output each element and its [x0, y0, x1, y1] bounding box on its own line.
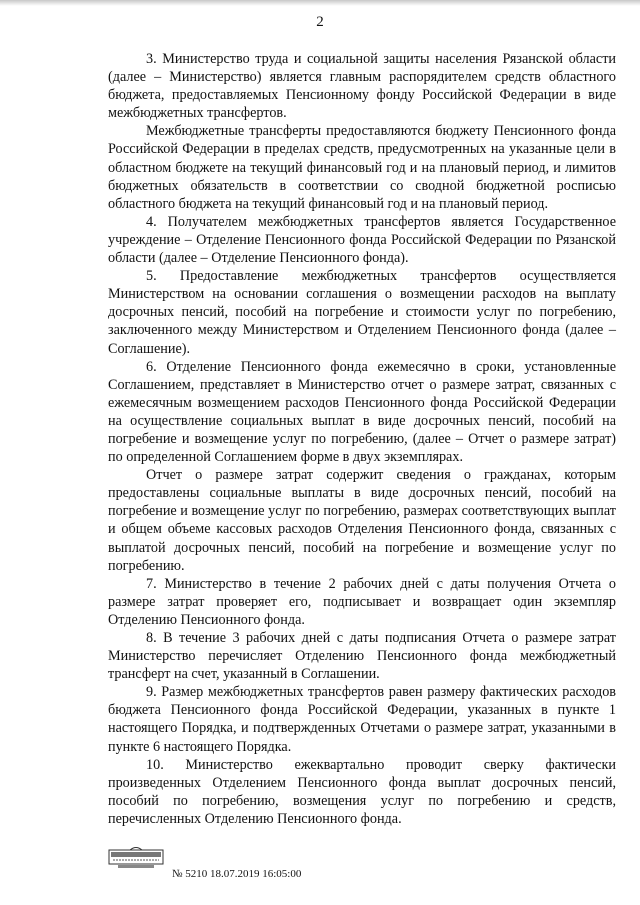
page-number: 2 [316, 14, 324, 30]
paragraph-9: 9. Размер межбюджетных трансфертов равен размеру фактических расходов бюджета Пенсионного фонда Российской Федерации, указанных в пункте 1 настоящего Порядка, и подтвержденных Отчетами о размере затрат, указанными в пункте 6 настоящего Порядка. [108, 684, 616, 755]
document-body [108, 50, 616, 828]
paragraph-8: 8. В течение 3 рабочих дней с даты подписания Отчета о размере затрат Министерство перечисляет Отделению Пенсионного фонда межбюджетный трансферт на счет, указанный в Соглашении. [108, 630, 616, 683]
paragraph-10: 10. Министерство ежеквартально проводит сверку фактически произведенных Отделением Пенсионного фонда выплат досрочных пенсий, пособий по погребению, возмещения услуг по погребению и средств, перечисленных Отделению Пенсионного фонда. [108, 756, 616, 827]
paragraph-5: 5. Предоставление межбюджетных трансфертов осуществляется Министерством на основании соглашения о возмещении расходов на выплату досрочных пенсий, пособий на погребение и стоимости услуг по погребению, заключенного между Министерством и Отделением Пенсионного фонда (далее – Соглашение). [108, 268, 616, 357]
paragraph-3: 3. Министерство труда и социальной защиты населения Рязанской области (далее – Министерство) является главным распорядителем средств областного бюджета, предоставляемых Пенсионному фонду Российской Федерации в виде межбюджетных трансфертов. [108, 51, 616, 122]
paragraph-7: 7. Министерство в течение 2 рабочих дней с даты получения Отчета о размере затрат проверяет его, подписывает и возвращает один экземпляр Отделению Пенсионного фонда. [108, 575, 616, 628]
registration-stamp-icon [108, 846, 164, 870]
document-registration-number: № 5210 18.07.2019 16:05:00 [172, 868, 302, 880]
paragraph-3-continued: Межбюджетные трансферты предоставляются бюджету Пенсионного фонда Российской Федерации в пределах средств, предусмотренных на указанные цели в областном бюджете на текущий финансовый год и на плановый период, и лимитов бюджетных обязательств в соответствии со сводной бюджетной росписью областного бюджета на текущий финансовый год и на плановый период. [108, 123, 616, 212]
scan-edge [0, 0, 640, 6]
page-footer [108, 846, 448, 886]
paragraph-6: 6. Отделение Пенсионного фонда ежемесячно в сроки, установленные Соглашением, представляет в Министерство отчет о размере затрат, связанных с ежемесячным возмещением расходов Пенсионного фонда Российской Федерации на осуществление социальных выплат в виде досрочных пенсий, пособий на погребение и возмещение услуг по погребению, (далее – Отчет о размере затрат) по определенной Соглашением форме в двух экземплярах. [108, 358, 616, 466]
paragraph-6-continued: Отчет о размере затрат содержит сведения о гражданах, которым предоставлены социальные выплаты в виде досрочных пенсий, пособий на погребение и возмещение услуг по погребению, размерах соответствующих выплат и общем объеме кассовых расходов Отделения Пенсионного фонда, связанных с выплатой досрочных пенсий, пособий на погребение и возмещение услуг по погребению. [108, 467, 616, 574]
paragraph-4: 4. Получателем межбюджетных трансфертов является Государственное учреждение – Отделение Пенсионного фонда Российской Федерации по Рязанской области (далее – Отделение Пенсионного фонда). [108, 213, 616, 267]
